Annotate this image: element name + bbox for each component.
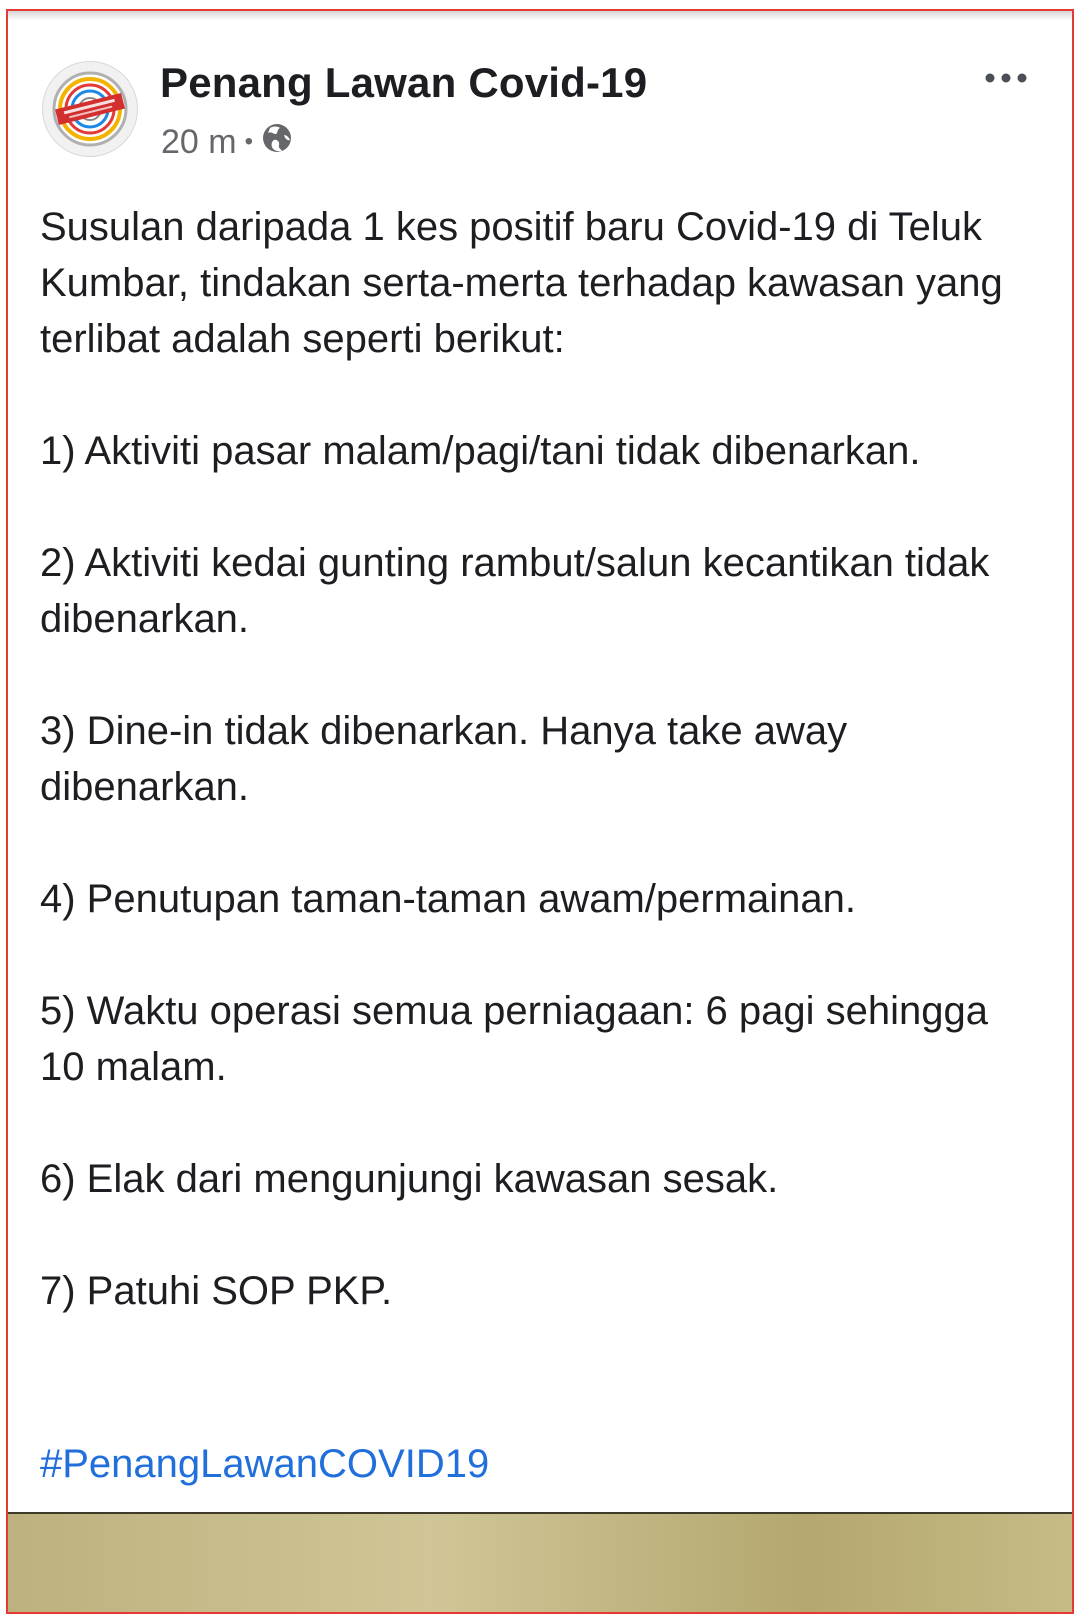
post-timestamp[interactable]: 20 m [161, 122, 237, 161]
screenshot-frame [6, 9, 1074, 1614]
penang-lawan-logo [42, 61, 138, 157]
meta-separator: • [244, 128, 253, 155]
list-item: 2) Aktiviti kedai gunting rambut/salun kecantikan tidak dibenarkan. [40, 541, 990, 641]
list-item: 4) Penutupan taman-taman awam/permainan. [40, 877, 857, 921]
list-item: 7) Patuhi SOP PKP. [40, 1269, 393, 1313]
post-meta [161, 122, 293, 162]
more-options-icon[interactable] [976, 63, 1036, 93]
post-text [40, 199, 1040, 1375]
list-item: 3) Dine-in tidak dibenarkan. Hanya take away dibenarkan. [40, 709, 848, 809]
list-item: 6) Elak dari mengunjungi kawasan sesak. [40, 1157, 779, 1201]
attached-image-edge[interactable] [8, 1512, 1072, 1612]
globe-icon[interactable] [261, 122, 293, 163]
hashtag-link[interactable]: #PenangLawanCOVID19 [40, 1442, 490, 1486]
page-name[interactable]: Penang Lawan Covid-19 [160, 59, 648, 106]
page-avatar[interactable] [42, 61, 138, 157]
post-header [38, 49, 1042, 159]
list-item: 5) Waktu operasi semua perniagaan: 6 pagi sehingga 10 malam. [40, 989, 989, 1089]
post-intro: Susulan daripada 1 kes positif baru Covid-19 di Teluk Kumbar, tindakan serta-merta terhadap kawasan yang terlibat adalah seperti berikut: [40, 205, 1003, 361]
top-edge-shadow [8, 11, 1072, 21]
list-item: 1) Aktiviti pasar malam/pagi/tani tidak dibenarkan. [40, 429, 921, 473]
